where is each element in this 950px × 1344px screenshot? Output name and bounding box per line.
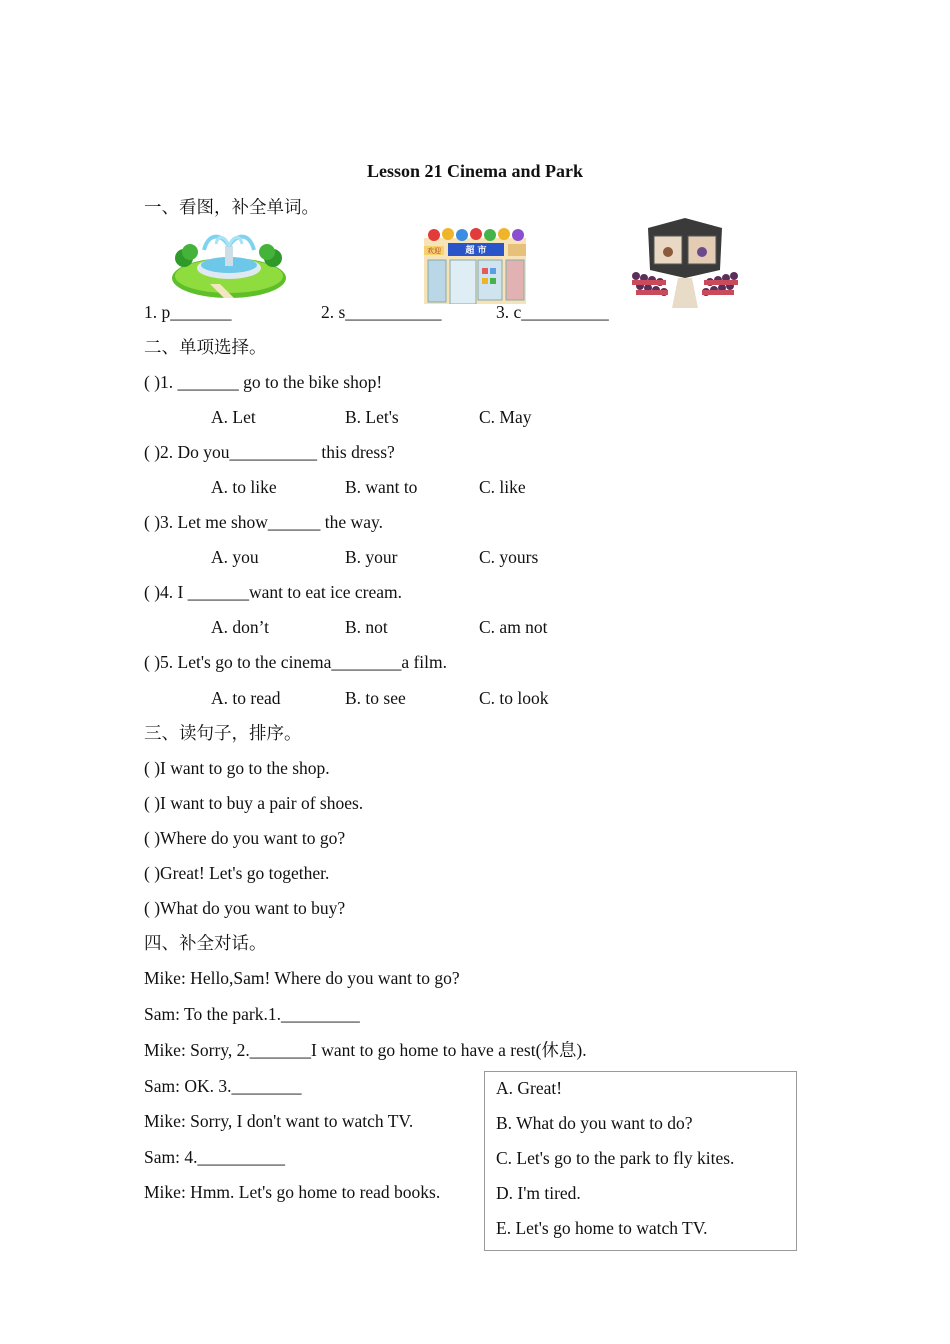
section1-heading: 一、看图，补全单词。 [144, 197, 319, 217]
dialogue-line-6: Sam: 4.__________ [144, 1147, 285, 1167]
word-blank-1: 1. p_______ [144, 302, 232, 322]
order-sentence-4: ( )Great! Let's go together. [144, 863, 330, 883]
q4-option-a: A. don’t [211, 617, 270, 637]
q3-option-c: C. yours [479, 547, 539, 567]
q3-option-a: A. you [211, 547, 259, 567]
page-title: Lesson 21 Cinema and Park [366, 161, 584, 181]
q4-option-c: C. am not [479, 617, 548, 637]
q2-option-c: C. like [479, 477, 526, 497]
question-4: ( )4. I _______want to eat ice cream. [144, 582, 403, 602]
dialogue-line-4: Sam: OK. 3.________ [144, 1076, 302, 1096]
word-blank-2: 2. s___________ [321, 302, 442, 322]
q2-option-b: B. want to [345, 477, 418, 497]
order-sentence-2: ( )I want to buy a pair of shoes. [144, 793, 364, 813]
cinema-icon [630, 218, 740, 308]
question-1: ( )1. _______ go to the bike shop! [144, 372, 383, 392]
dialogue-line-5: Mike: Sorry, I don't want to watch TV. [144, 1111, 414, 1131]
question-5: ( )5. Let's go to the cinema________a film. [144, 652, 448, 672]
q1-option-c: C. May [479, 407, 532, 427]
q1-option-b: B. Let's [345, 407, 399, 427]
section3-heading: 三、读句子，排序。 [144, 723, 302, 743]
section2-heading: 二、单项选择。 [144, 337, 267, 357]
supermarket-sign: 超 市 [465, 246, 487, 256]
dialogue-line-7: Mike: Hmm. Let's go home to read books. [144, 1182, 441, 1202]
question-2: ( )2. Do you__________ this dress? [144, 442, 395, 462]
section4-heading: 四、补全对话。 [144, 933, 267, 953]
dialogue-line-1: Mike: Hello,Sam! Where do you want to go? [144, 968, 460, 988]
dialogue-line-2: Sam: To the park.1._________ [144, 1004, 360, 1024]
order-sentence-1: ( )I want to go to the shop. [144, 758, 330, 778]
q5-option-c: C. to look [479, 688, 549, 708]
dialogue-line-3: Mike: Sorry, 2._______I want to go home to have a rest(休息). [144, 1040, 587, 1060]
word-blank-3: 3. c__________ [496, 302, 609, 322]
dialogue-option-b: B. What do you want to do? [496, 1113, 693, 1133]
q5-option-a: A. to read [211, 688, 281, 708]
dialogue-option-d: D. I'm tired. [496, 1183, 581, 1203]
supermarket-shop-icon [424, 228, 526, 304]
dialogue-option-c: C. Let's go to the park to fly kites. [496, 1148, 735, 1168]
q3-option-b: B. your [345, 547, 398, 567]
q5-option-b: B. to see [345, 688, 406, 708]
q2-option-a: A. to like [211, 477, 277, 497]
question-3: ( )3. Let me show______ the way. [144, 512, 383, 532]
dialogue-option-a: A. Great! [496, 1078, 563, 1098]
q4-option-b: B. not [345, 617, 388, 637]
q1-option-a: A. Let [211, 407, 256, 427]
supermarket-side-sign: 欢迎 [427, 247, 441, 255]
fountain-park-icon [170, 228, 288, 300]
order-sentence-5: ( )What do you want to buy? [144, 898, 346, 918]
dialogue-option-e: E. Let's go home to watch TV. [496, 1218, 708, 1238]
order-sentence-3: ( )Where do you want to go? [144, 828, 346, 848]
